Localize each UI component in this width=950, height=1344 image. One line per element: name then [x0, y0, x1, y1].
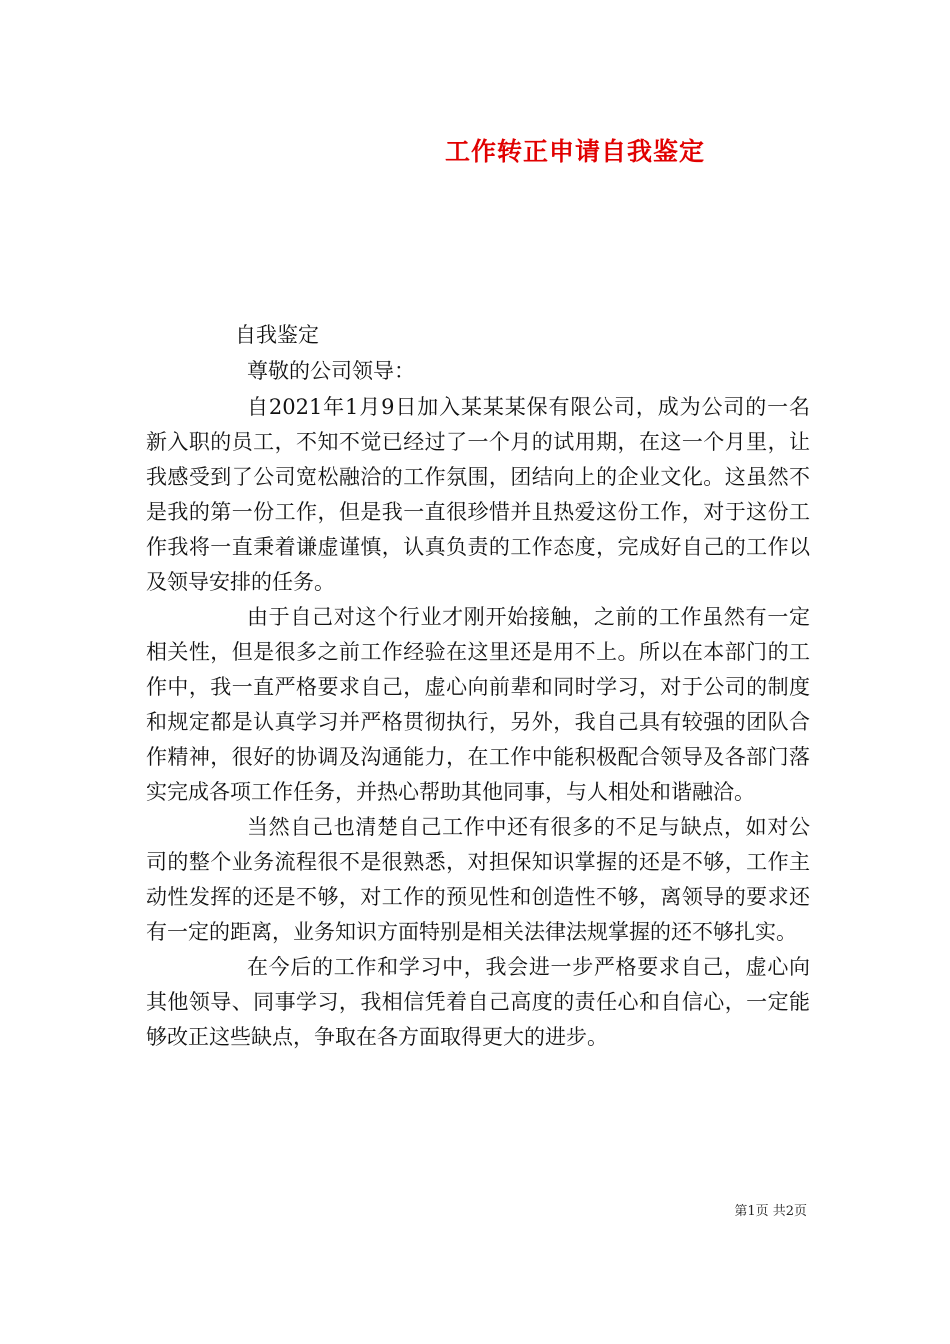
salutation: 尊敬的公司领导：	[247, 359, 415, 383]
paragraph-3: 当然自己也清楚自己工作中还有很多的不足与缺点，如对公司的整个业务流程很不是很熟悉，对担保知识掌握的还是不够，工作主动性发挥的还是不够，对工作的预见性和创造性不够，离领导的要求还有一定的距离，业务知识方面特别是相关法律法规掌握的还不够扎实。	[146, 815, 810, 944]
paragraph-4: 在今后的工作和学习中，我会进一步严格要求自己，虚心向其他领导、同事学习，我相信凭着自己高度的责任心和自信心，一定能够改正这些缺点，争取在各方面取得更大的进步。	[146, 955, 810, 1049]
section-heading: 自我鉴定	[235, 323, 319, 347]
document-body	[146, 318, 810, 1055]
page-number: 第1页 共2页	[734, 1204, 807, 1219]
paragraph-1: 自2021年1月9日加入某某某保有限公司，成为公司的一名新入职的员工，不知不觉已经过了一个月的试用期，在这一个月里，让我感受到了公司宽松融洽的工作氛围，团结向上的企业文化。这虽然不是我的第一份工作，但是我一直很珍惜并且热爱这份工作，对于这份工作我将一直秉着谦虚谨慎，认真负责的工作态度，完成好自己的工作以及领导安排的任务。	[146, 395, 810, 594]
document-title: 工作转正申请自我鉴定	[444, 137, 705, 166]
paragraph-2: 由于自己对这个行业才刚开始接触，之前的工作虽然有一定相关性，但是很多之前工作经验在这里还是用不上。所以在本部门的工作中，我一直严格要求自己，虚心向前辈和同时学习，对于公司的制度和规定都是认真学习并严格贯彻执行，另外，我自己具有较强的团队合作精神，很好的协调及沟通能力，在工作中能积极配合领导及各部门落实完成各项工作任务，并热心帮助其他同事，与人相处和谐融洽。	[146, 605, 810, 804]
